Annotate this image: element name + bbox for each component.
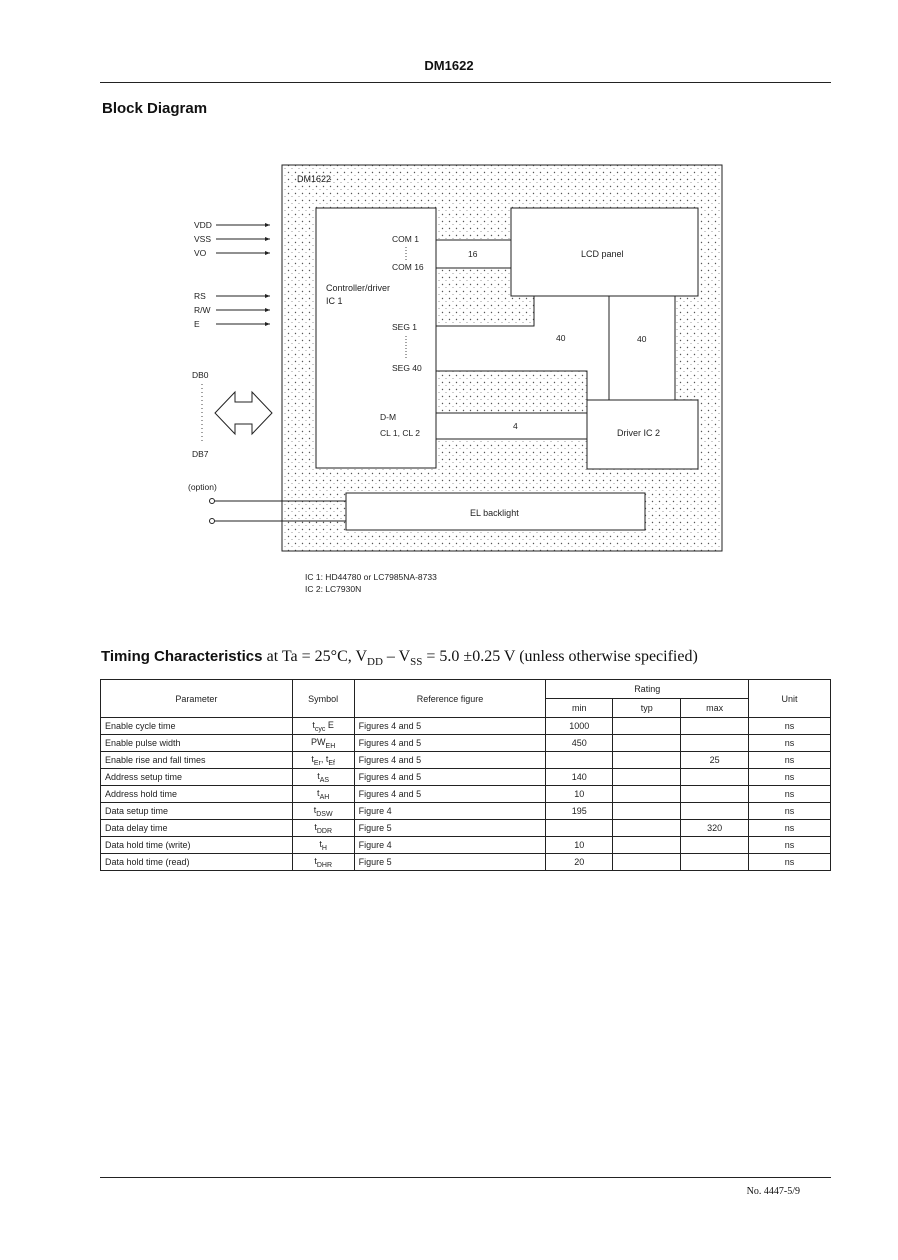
- cell-parameter: Enable cycle time: [101, 718, 293, 735]
- cell-min: [546, 752, 613, 769]
- cell-reference: Figures 4 and 5: [354, 786, 546, 803]
- cell-min: 450: [546, 735, 613, 752]
- cell-symbol: $t_H$: [292, 837, 354, 854]
- col-reference: Reference figure: [354, 680, 546, 718]
- bus-4: [436, 413, 587, 439]
- bus-40-driver: [609, 296, 675, 400]
- cell-max: [681, 769, 749, 786]
- cell-unit: ns: [749, 735, 831, 752]
- block-diagram: [0, 150, 898, 610]
- cell-parameter: Data delay time: [101, 820, 293, 837]
- document-header-title: DM1622: [424, 58, 474, 73]
- cell-symbol: $t_{DDR}$: [292, 820, 354, 837]
- cell-reference: Figures 4 and 5: [354, 735, 546, 752]
- cell-reference: Figures 4 and 5: [354, 718, 546, 735]
- input-signals: [194, 220, 270, 329]
- cell-max: [681, 837, 749, 854]
- cell-typ: [613, 786, 681, 803]
- controller-ic-label: IC 1: [326, 296, 343, 306]
- cell-min: 10: [546, 837, 613, 854]
- timing-title: [101, 648, 698, 668]
- cell-min: 1000: [546, 718, 613, 735]
- db7-label: DB7: [192, 449, 209, 459]
- table-row: [101, 820, 831, 837]
- cell-min: 195: [546, 803, 613, 820]
- table-row: [101, 769, 831, 786]
- el-backlight-label: EL backlight: [470, 508, 519, 518]
- cell-max: 25: [681, 752, 749, 769]
- col-typ: typ: [613, 699, 681, 718]
- seg40-label: SEG 40: [392, 363, 422, 373]
- db0-label: DB0: [192, 370, 209, 380]
- cell-max: [681, 786, 749, 803]
- cell-reference: Figure 4: [354, 837, 546, 854]
- table-row: [101, 803, 831, 820]
- cell-reference: Figures 4 and 5: [354, 752, 546, 769]
- cell-max: 320: [681, 820, 749, 837]
- cell-reference: Figure 5: [354, 854, 546, 871]
- cell-unit: ns: [749, 769, 831, 786]
- header-rule: [100, 82, 831, 83]
- cell-unit: ns: [749, 837, 831, 854]
- lcd-panel-label: LCD panel: [581, 249, 624, 259]
- com16-label: COM 16: [392, 262, 424, 272]
- cl-label: CL 1, CL 2: [380, 428, 421, 438]
- timing-table-body: [101, 718, 831, 871]
- table-row: [101, 837, 831, 854]
- cell-parameter: Address hold time: [101, 786, 293, 803]
- cell-min: 10: [546, 786, 613, 803]
- cell-unit: ns: [749, 718, 831, 735]
- cell-parameter: Data setup time: [101, 803, 293, 820]
- cell-parameter: Data hold time (write): [101, 837, 293, 854]
- cell-unit: ns: [749, 752, 831, 769]
- input-rw: R/W: [194, 305, 211, 315]
- footer-rule: [100, 1177, 831, 1178]
- cell-symbol: $PW_{EH}$: [292, 735, 354, 752]
- cell-min: 140: [546, 769, 613, 786]
- table-row: [101, 752, 831, 769]
- cell-symbol: $t_{DSW}$: [292, 803, 354, 820]
- cell-symbol: $t_{Er}$, $t_{Ef}$: [292, 752, 354, 769]
- controller-label: Controller/driver: [326, 283, 391, 293]
- cell-reference: Figure 5: [354, 820, 546, 837]
- input-vdd: VDD: [194, 220, 212, 230]
- cell-unit: ns: [749, 803, 831, 820]
- cell-max: [681, 718, 749, 735]
- timing-title-main: Timing Characteristics: [101, 648, 263, 665]
- cell-typ: [613, 837, 681, 854]
- cell-symbol: $t_{DHR}$: [292, 854, 354, 871]
- table-row: [101, 718, 831, 735]
- input-vss: VSS: [194, 234, 212, 244]
- driver-ic2-label: Driver IC 2: [617, 428, 661, 438]
- note-ic1: IC 1: HD44780 or LC7985NA-8733: [305, 572, 437, 582]
- col-unit: Unit: [749, 680, 831, 718]
- table-row: [101, 735, 831, 752]
- cell-max: [681, 803, 749, 820]
- cell-typ: [613, 718, 681, 735]
- cell-symbol: $t_{AS}$: [292, 769, 354, 786]
- table-row: [101, 854, 831, 871]
- cell-max: [681, 735, 749, 752]
- cell-reference: Figures 4 and 5: [354, 769, 546, 786]
- cell-symbol: $t_{AH}$: [292, 786, 354, 803]
- col-min: min: [546, 699, 613, 718]
- cell-typ: [613, 735, 681, 752]
- col-parameter: Parameter: [101, 680, 293, 718]
- cell-unit: ns: [749, 786, 831, 803]
- note-ic2: IC 2: LC7930N: [305, 584, 362, 594]
- col-max: max: [681, 699, 749, 718]
- cell-parameter: Enable pulse width: [101, 735, 293, 752]
- block-diagram-title: Block Diagram: [102, 100, 208, 117]
- data-bus-arrow: [215, 392, 272, 434]
- cell-unit: ns: [749, 820, 831, 837]
- page-number: No. 4447-5/9: [746, 1186, 800, 1197]
- cell-parameter: Address setup time: [101, 769, 293, 786]
- input-vo: VO: [194, 248, 207, 258]
- cell-parameter: Enable rise and fall times: [101, 752, 293, 769]
- timing-table: [100, 679, 831, 871]
- dm-label: D-M: [380, 412, 397, 422]
- table-row: [101, 786, 831, 803]
- cell-typ: [613, 769, 681, 786]
- cell-min: [546, 820, 613, 837]
- cell-typ: [613, 854, 681, 871]
- cell-unit: ns: [749, 854, 831, 871]
- cell-typ: [613, 820, 681, 837]
- bus-4-label: 4: [513, 421, 518, 431]
- com1-label: COM 1: [392, 234, 419, 244]
- timing-title-cond: at Ta = 25°C, $V_{DD} - V_{SS} = 5.0 \pm 0.25$ V (unless otherwise specified): [266, 648, 698, 669]
- cell-typ: [613, 752, 681, 769]
- col-symbol: Symbol: [292, 680, 354, 718]
- input-e: E: [194, 319, 200, 329]
- bus-40a-label: 40: [556, 333, 566, 343]
- cell-min: 20: [546, 854, 613, 871]
- cell-parameter: Data hold time (read): [101, 854, 293, 871]
- input-rs: RS: [194, 291, 206, 301]
- bus-40b-label: 40: [637, 334, 647, 344]
- cell-symbol: $t_{cyc}$ E: [292, 718, 354, 735]
- bus-16-label: 16: [468, 249, 478, 259]
- module-label: DM1622: [297, 174, 332, 184]
- seg1-label: SEG 1: [392, 322, 418, 332]
- option-label: (option): [188, 482, 217, 492]
- cell-max: [681, 854, 749, 871]
- cell-typ: [613, 803, 681, 820]
- col-rating: Rating: [546, 680, 749, 699]
- cell-reference: Figure 4: [354, 803, 546, 820]
